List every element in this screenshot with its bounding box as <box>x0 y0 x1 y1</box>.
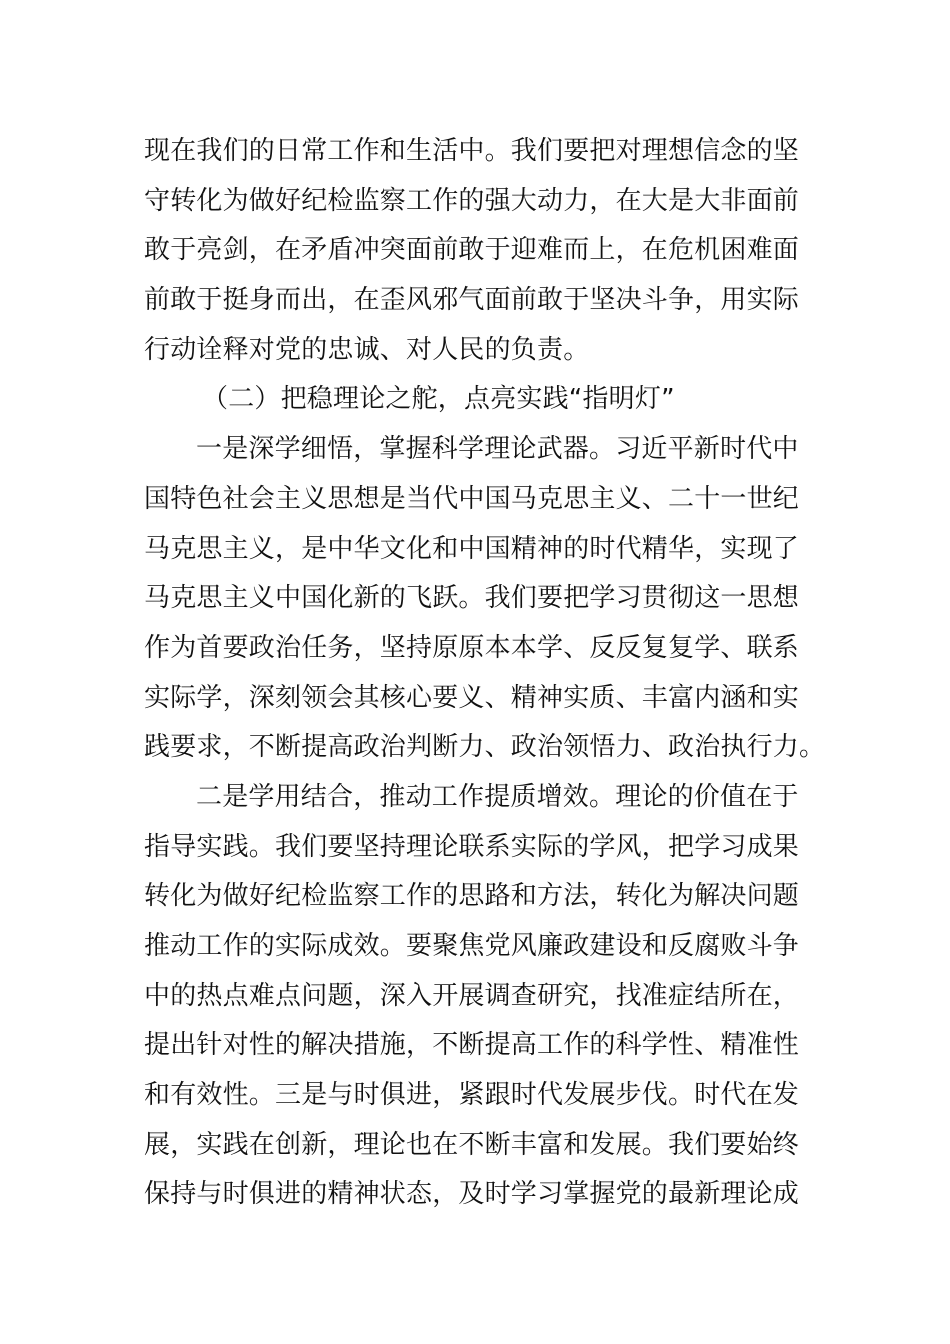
body-line: 敢于亮剑，在矛盾冲突面前敢于迎难而上，在危机困难面 <box>144 235 800 266</box>
body-line: 作为首要政治任务，坚持原原本本学、反反复复学、联系 <box>144 632 800 663</box>
body-line: 前敢于挺身而出，在歪风邪气面前敢于坚决斗争，用实际 <box>144 285 800 316</box>
body-line: 保持与时俱进的精神状态，及时学习掌握党的最新理论成 <box>144 1179 800 1210</box>
body-line: 实际学，深刻领会其核心要义、精神实质、丰富内涵和实 <box>144 682 800 713</box>
body-line: 转化为做好纪检监察工作的思路和方法，转化为解决问题 <box>144 881 800 912</box>
body-line: 指导实践。我们要坚持理论联系实际的学风，把学习成果 <box>144 831 800 862</box>
body-line: 践要求，不断提高政治判断力、政治领悟力、政治执行力。 <box>144 732 826 763</box>
body-line: 中的热点难点问题，深入开展调查研究，找准症结所在， <box>144 980 800 1011</box>
document-body <box>144 127 826 1220</box>
body-line: 推动工作的实际成效。要聚焦党风廉政建设和反腐败斗争 <box>144 931 800 961</box>
body-line: 行动诠释对党的忠诚、对人民的负责。 <box>144 334 590 365</box>
body-line: 马克思主义中国化新的飞跃。我们要把学习贯彻这一思想 <box>144 583 800 614</box>
body-line: 马克思主义，是中华文化和中国精神的时代精华，实现了 <box>144 533 800 564</box>
section-heading: （二）把稳理论之舵，点亮实践“指明灯” <box>202 384 675 415</box>
body-line: 守转化为做好纪检监察工作的强大动力，在大是大非面前 <box>144 185 800 216</box>
body-line: 展，实践在创新，理论也在不断丰富和发展。我们要始终 <box>144 1129 800 1160</box>
paragraph-first-line: 一是深学细悟，掌握科学理论武器。习近平新时代中 <box>196 434 799 465</box>
body-line: 和有效性。三是与时俱进，紧跟时代发展步伐。时代在发 <box>144 1080 800 1111</box>
paragraph-first-line: 二是学用结合，推动工作提质增效。理论的价值在于 <box>196 781 799 812</box>
body-line: 国特色社会主义思想是当代中国马克思主义、二十一世纪 <box>144 483 800 514</box>
body-line: 现在我们的日常工作和生活中。我们要把对理想信念的坚 <box>144 136 800 166</box>
body-line: 提出针对性的解决措施，不断提高工作的科学性、精准性 <box>144 1030 800 1061</box>
